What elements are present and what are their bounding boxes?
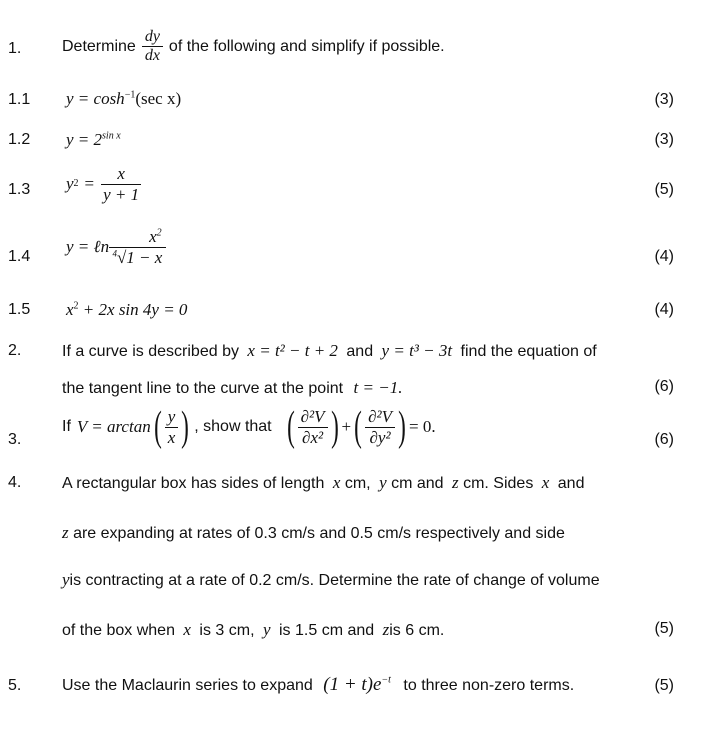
q3-d1-open: ( [286, 404, 295, 450]
q4-l1-d: cm. Sides [463, 475, 534, 492]
q4-l1-a: A rectangular box has sides of length [62, 475, 325, 492]
q2-eq1: x = t² − t + 2 [247, 341, 338, 360]
q3-d1-close: ) [330, 404, 339, 450]
q1-number: 1. [8, 40, 22, 57]
q3-frac-den: x [167, 427, 176, 447]
q1-3-marks: (5) [654, 181, 674, 198]
q1-1-expression [66, 89, 181, 109]
q1-3-frac-den: y + 1 [103, 184, 140, 204]
q5-text-b: to three non-zero terms. [403, 677, 575, 694]
q4-line3 [62, 570, 600, 590]
q3-statement [62, 406, 436, 448]
q2-and: and [346, 343, 374, 360]
q1-1-marks: (3) [654, 91, 674, 108]
q4-var-z: z [452, 473, 459, 492]
q2-marks: (6) [654, 378, 674, 395]
q4-marks: (5) [654, 620, 674, 637]
q4-line2 [62, 523, 565, 543]
q1-4-den-root: √1 − x [116, 247, 163, 267]
q4-var-z2: z [62, 523, 69, 542]
q1-1-sup: −1 [124, 89, 136, 101]
q3-plus: + [341, 417, 352, 436]
q2-line2 [62, 378, 402, 398]
q3-marks: (6) [654, 431, 674, 448]
q1-5-expression [66, 300, 187, 320]
q4-l4-c: is 1.5 cm and [279, 622, 375, 639]
q2-number: 2. [8, 342, 22, 359]
q5-statement [62, 674, 574, 696]
q5-text-a: Use the Maclaurin series to expand [62, 677, 313, 694]
q1-3-fraction [100, 164, 142, 204]
q1-3-lhs: y [66, 174, 74, 194]
q1-frac-den: dx [144, 47, 160, 65]
q4-var-y: y [379, 473, 387, 492]
q2-eq2: y = t³ − 3t [381, 341, 453, 360]
q3-d2-num: ∂²V [365, 407, 395, 428]
q1-4-num-sup: 2 [156, 227, 162, 239]
q4-var-y2: y [62, 570, 70, 589]
q4-var-x: x [332, 473, 341, 492]
q4-l1-e: and [557, 475, 585, 492]
q1-4-number: 1.4 [8, 248, 31, 265]
q3-number: 3. [8, 431, 22, 448]
q4-l3: is contracting at a rate of 0.2 cm/s. Determine the rate of change of volume [69, 572, 600, 589]
q3-show: , show that [194, 418, 272, 435]
q1-3-number: 1.3 [8, 181, 31, 198]
q4-l4-b: is 3 cm, [199, 622, 255, 639]
q4-l1-c: cm and [391, 475, 444, 492]
q1-4-expression [66, 227, 166, 267]
q1-prompt [62, 28, 445, 66]
q4-var-x3: x [183, 620, 191, 639]
q3-y-over-x [165, 407, 179, 447]
q4-var-z3: z [382, 620, 390, 639]
q1-1-expr2: (sec x) [135, 89, 182, 108]
q1-dydx [142, 28, 163, 66]
q1-5-sup: 2 [73, 300, 79, 312]
q1-4-root-index: 4 [112, 247, 117, 258]
q5-expr: (1 + t)e [323, 674, 382, 695]
q5-marks: (5) [654, 677, 674, 694]
q3-d2-den: ∂y² [369, 427, 391, 447]
q4-number: 4. [8, 474, 22, 491]
q1-1-expr: y = cosh [66, 89, 125, 108]
q2-line1 [62, 341, 597, 361]
q1-4-num-x: x [149, 227, 157, 246]
q5-number: 5. [8, 677, 22, 694]
q2-point: t = −1. [353, 378, 403, 397]
q3-paren-close: ) [181, 404, 190, 450]
q2-line2-a: the tangent line to the curve at the point [62, 380, 344, 397]
q4-var-y3: y [263, 620, 271, 639]
q2-line1-b: find the equation of [460, 343, 597, 360]
q3-d1-den: ∂x² [302, 427, 324, 447]
q4-l4-a: of the box when [62, 622, 175, 639]
q1-text-after: of the following and simplify if possible. [168, 37, 445, 55]
q1-3-frac-num: x [101, 164, 141, 185]
q3-d1-num: ∂²V [298, 407, 328, 428]
q3-d2 [365, 407, 395, 447]
q4-l4-d: is 6 cm. [389, 622, 445, 639]
q2-line1-a: If a curve is described by [62, 343, 239, 360]
q1-2-expr: y = 2 [66, 130, 103, 149]
q3-d2-open: ( [354, 404, 362, 450]
q1-4-frac-den [109, 248, 165, 268]
q1-4-fraction [109, 227, 166, 267]
q1-4-lhs: y = ℓn [66, 237, 110, 257]
q5-sup: −t [381, 674, 391, 686]
q1-5-x: x [66, 300, 74, 319]
q1-frac-num: dy [142, 28, 163, 47]
q3-paren-open: ( [153, 404, 162, 450]
q1-3-expression: y 2 = $\frac{x}{y + 1}$ [66, 164, 142, 204]
q3-d1 [298, 407, 328, 447]
q1-4-marks: (4) [654, 248, 674, 265]
q4-l2: are expanding at rates of 0.3 cm/s and 0.5 cm/s respectively and side [73, 525, 565, 542]
q1-5-number: 1.5 [8, 301, 31, 318]
q1-2-marks: (3) [654, 131, 674, 148]
q1-2-number: 1.2 [8, 131, 31, 148]
q1-text-before: Determine [62, 37, 136, 55]
q3-rhs: = 0. [409, 417, 436, 436]
q1-2-expression [66, 130, 121, 150]
q3-lhs: V = arctan [76, 417, 151, 436]
q4-line1 [62, 473, 584, 493]
q3-if: If [62, 418, 71, 435]
q5-expression [323, 674, 391, 695]
q3-frac-num: y [165, 407, 179, 428]
q1-5-marks: (4) [654, 301, 674, 318]
q1-4-frac-num [109, 227, 166, 248]
q1-1-number: 1.1 [8, 91, 31, 108]
q1-5-rest: + 2x sin 4y = 0 [78, 300, 188, 319]
q1-3-eq: = [84, 174, 95, 194]
q1-2-sup: sin x [102, 130, 121, 142]
q3-d2-close: ) [398, 404, 406, 450]
q4-l1-b: cm, [344, 475, 371, 492]
q4-var-x2: x [541, 473, 550, 492]
q4-line4 [62, 620, 444, 640]
